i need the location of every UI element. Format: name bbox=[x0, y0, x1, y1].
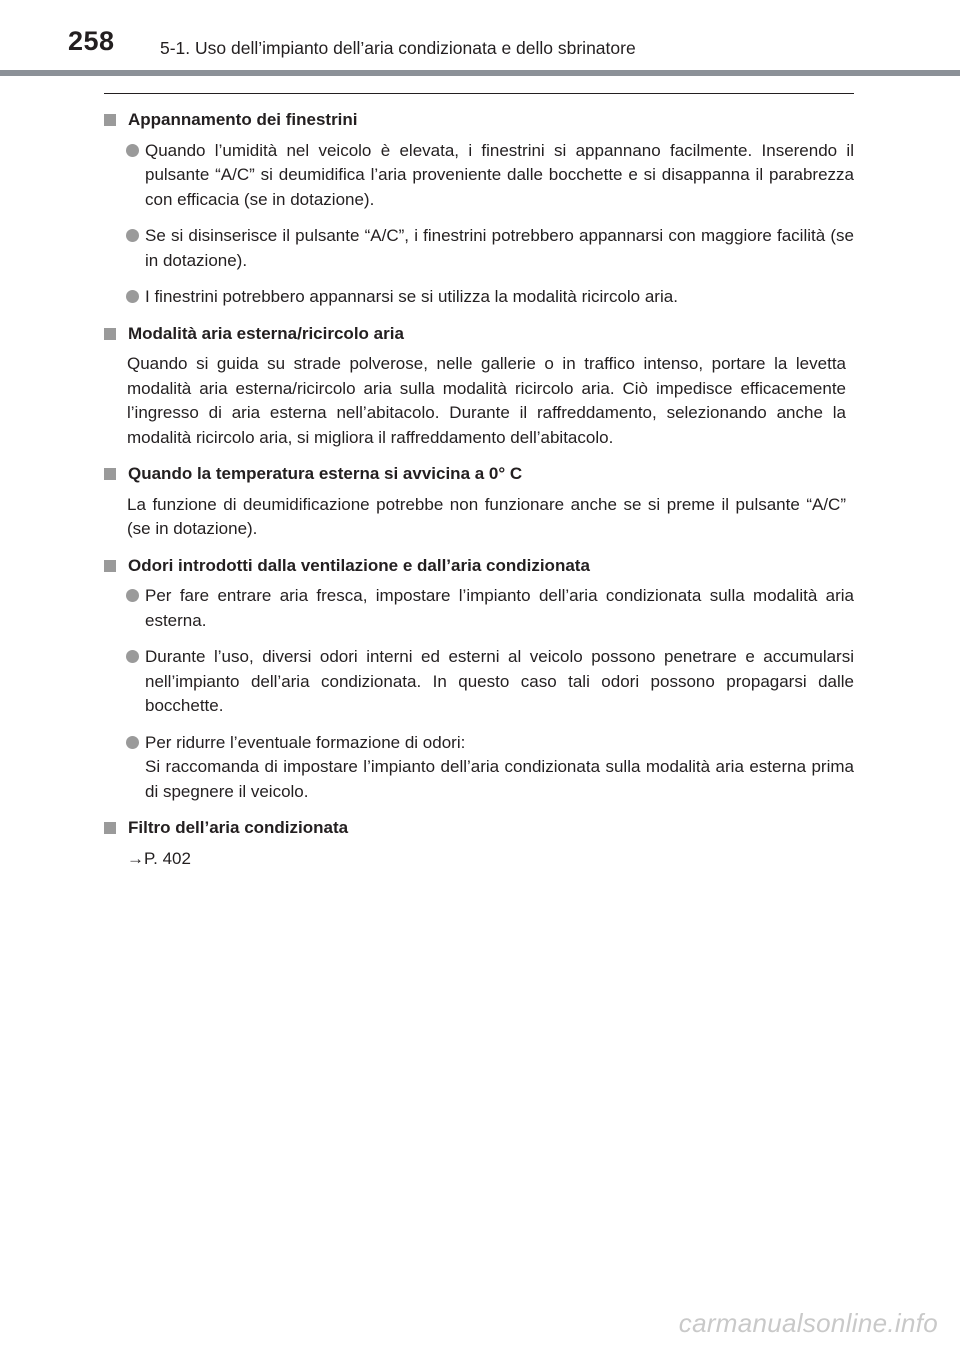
section-heading bbox=[104, 554, 854, 579]
section-title-text: Appannamento dei finestrini bbox=[128, 110, 358, 129]
list-item-continuation: Si raccomanda di impostare l’impianto dell’aria condizionata sulla modalità aria esterna prima di spegnere il veicolo. bbox=[145, 757, 854, 801]
square-bullet-icon bbox=[104, 328, 116, 340]
section-title-text: Quando la temperatura esterna si avvicina a 0° C bbox=[128, 464, 523, 483]
square-bullet-icon bbox=[104, 560, 116, 572]
list-item-text: I finestrini potrebbero appannarsi se si utilizza la modalità ricircolo aria. bbox=[145, 287, 678, 306]
list-item bbox=[104, 731, 854, 805]
section-paragraph: Quando si guida su strade polverose, nelle gallerie o in traffico intenso, portare la levetta modalità aria esterna/ricircolo aria sulla modalità ricircolo aria. Ciò impedisce efficacemente l’ingresso di aria esterna nell’abitacolo. Durante il raffreddamento, selezionando anche la modalità ricircolo aria, si migliora il raffreddamento dell’abitacolo. bbox=[127, 354, 846, 447]
list-item bbox=[104, 139, 854, 213]
section-heading bbox=[104, 462, 854, 487]
page-content bbox=[104, 108, 854, 883]
round-bullet-icon bbox=[126, 229, 139, 242]
list-item-text: Quando l’umidità nel veicolo è elevata, i finestrini si appannano facilmente. Inserendo il pulsante “A/C” si deumidifica l’aria proveniente dalle bocchette e si disappanna il parabrezza con efficacia (se in dotazione). bbox=[145, 140, 854, 209]
section-heading bbox=[104, 322, 854, 347]
list-item-text: Durante l’uso, diversi odori interni ed esterni al veicolo possono penetrare e accumularsi nell’impianto dell’aria condizionata. In questo caso tali odori possono propagarsi dalle bocchette. bbox=[145, 647, 854, 715]
page-footer bbox=[0, 1300, 960, 1347]
header-rule bbox=[0, 70, 960, 76]
list-item-text: Se si disinserisce il pulsante “A/C”, i finestrini potrebbero appannarsi con maggiore facilità (se in dotazione). bbox=[145, 226, 854, 270]
round-bullet-icon bbox=[126, 290, 139, 303]
section-title-text: Odori introdotti dalla ventilazione e dall’aria condizionata bbox=[128, 555, 590, 575]
list-item bbox=[104, 285, 854, 310]
page-number: 258 bbox=[68, 26, 115, 56]
page-header bbox=[0, 0, 960, 78]
list-item bbox=[104, 224, 854, 273]
page-reference-link[interactable]: →P. 402 bbox=[127, 848, 191, 868]
chapter-title: 5-1. Uso dell’impianto dell’aria condizionata e dello sbrinatore bbox=[160, 38, 636, 58]
section-title-text: Filtro dell’aria condizionata bbox=[128, 818, 349, 837]
square-bullet-icon bbox=[104, 468, 116, 480]
section-paragraph: La funzione di deumidificazione potrebbe non funzionare anche se si preme il pulsante “A/C” (se in dotazione). bbox=[127, 494, 846, 538]
section-heading bbox=[104, 108, 854, 133]
square-bullet-icon bbox=[104, 114, 116, 126]
square-bullet-icon bbox=[104, 822, 116, 834]
list-item-text: Per fare entrare aria fresca, impostare l’impianto dell’aria condizionata sulla modalità aria esterna. bbox=[145, 586, 854, 630]
round-bullet-icon bbox=[126, 144, 139, 157]
list-item bbox=[104, 645, 854, 719]
round-bullet-icon bbox=[126, 589, 139, 602]
section-heading bbox=[104, 816, 854, 841]
round-bullet-icon bbox=[126, 650, 139, 663]
round-bullet-icon bbox=[126, 736, 139, 749]
list-item bbox=[104, 584, 854, 633]
section-title-text: Modalità aria esterna/ricircolo aria bbox=[128, 323, 404, 343]
list-item-text: Per ridurre l’eventuale formazione di odori: bbox=[145, 732, 466, 752]
content-top-rule bbox=[104, 93, 854, 94]
watermark: carmanualsonline.info bbox=[678, 1308, 938, 1338]
